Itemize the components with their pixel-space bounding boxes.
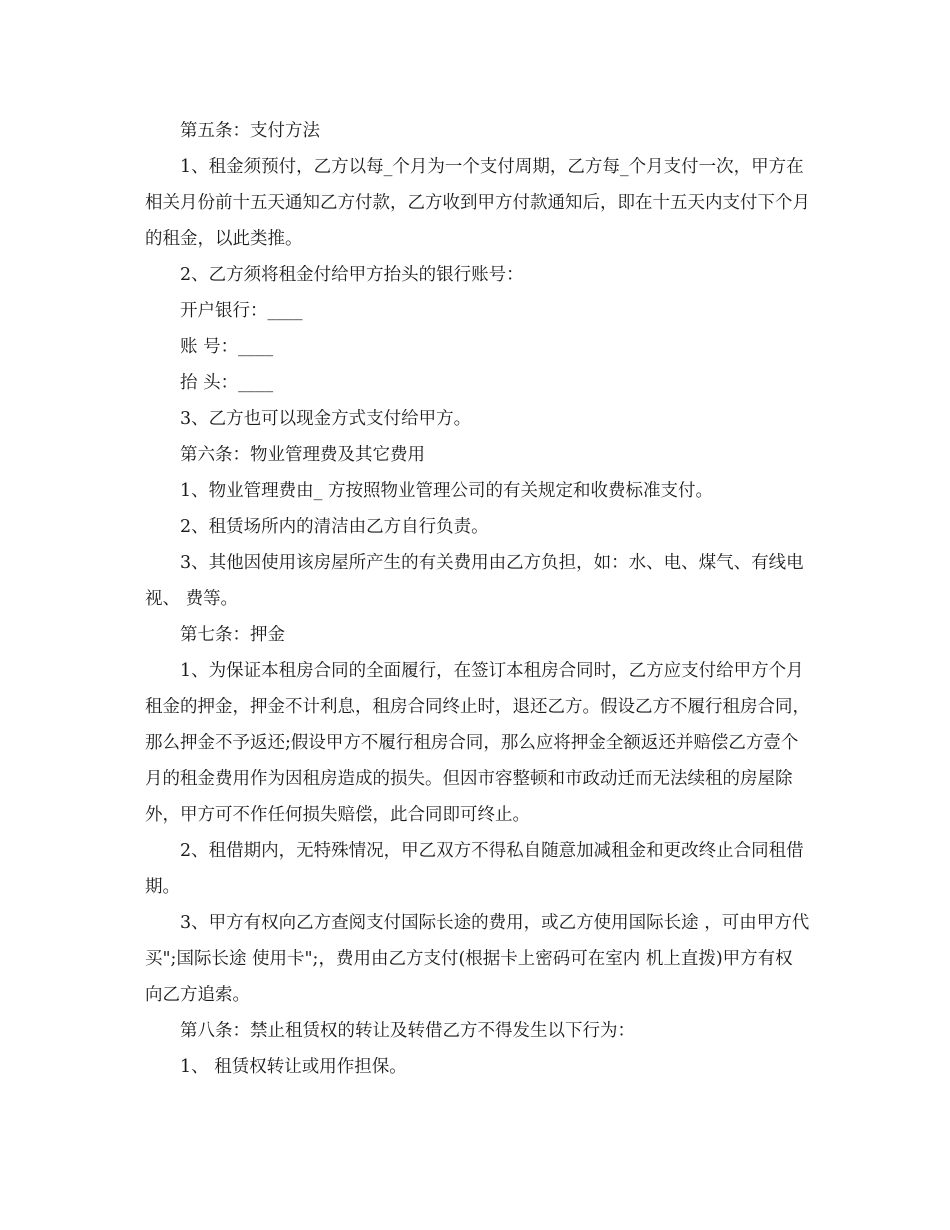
paragraph-other-fees: 3、其他因使用该房屋所产生的有关费用由乙方负担，如：水、电、煤气、有线电视、 费等。 — [145, 553, 804, 609]
paragraph-bank-account: 2、乙方须将租金付给甲方抬头的银行账号： — [180, 265, 524, 285]
paragraph-cash-payment: 3、乙方也可以现金方式支付给甲方。 — [180, 409, 472, 429]
paragraph-lease-term: 2、租借期内，无特殊情况，甲乙双方不得私自随意加减租金和更改终止合同租借期。 — [145, 841, 804, 897]
paragraph-deposit: 1、为保证本租房合同的全面履行，在签订本租房合同时，乙方应支付给甲方个月租金的押金，押金不计利息，租房合同终止时，退还乙方。假设乙方不履行租房合同，那么押金不予返还;假设甲方不履行租房合同，那么应将押金全额返还并赔偿乙方壹个月的租金费用作为因租房造成的损失。但因市容整顿和市政动迁而无法续租的房屋除外，甲方可不作任何损失赔偿，此合同即可终止。 — [145, 661, 810, 825]
paragraph-management-fee: 1、物业管理费由_ 方按照物业管理公司的有关规定和收费标准支付。 — [180, 481, 713, 501]
paragraph-rent-prepayment: 1、租金须预付，乙方以每_个月为一个支付周期，乙方每_个月支付一次，甲方在相关月份前十五天通知乙方付款，乙方收到甲方付款通知后，即在十五天内支付下个月的租金，以此类推。 — [145, 157, 810, 249]
article-5-heading: 第五条：支付方法 — [180, 121, 320, 141]
paragraph-transfer-prohibited: 1、 租赁权转让或用作担保。 — [180, 1057, 407, 1077]
article-8-heading: 第八条：禁止租赁权的转让及转借乙方不得发生以下行为： — [180, 1021, 635, 1041]
article-6-heading: 第六条：物业管理费及其它费用 — [180, 445, 425, 465]
paragraph-cleaning: 2、租赁场所内的清洁由乙方自行负责。 — [180, 517, 489, 537]
field-opening-bank: 开户银行：____ — [180, 301, 303, 321]
field-account-number: 账 号：____ — [180, 337, 274, 357]
article-7-heading: 第七条：押金 — [180, 625, 285, 645]
field-account-title: 抬 头：____ — [180, 373, 274, 393]
paragraph-international-calls: 3、甲方有权向乙方查阅支付国际长途的费用，或乙方使用国际长途 ，可由甲方代买";国际长途 使用卡";，费用由乙方支付(根据卡上密码可在室内 机上直拨)甲方有权向乙方追索。 — [145, 913, 810, 1005]
document-body — [145, 113, 810, 1085]
